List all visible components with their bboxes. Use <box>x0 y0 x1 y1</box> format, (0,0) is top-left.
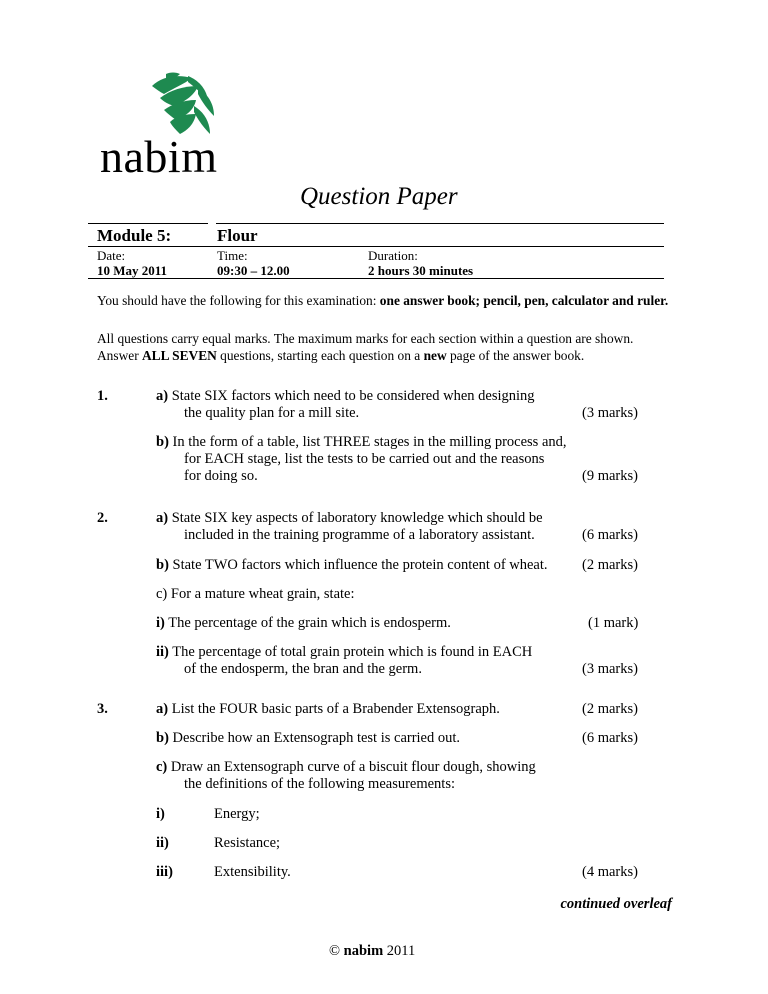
date-label: Date: <box>97 248 126 263</box>
question-part: b) State TWO factors which influence the protein content of wheat. <box>156 557 548 573</box>
nabim-logo <box>100 72 240 184</box>
subpart-label: i) <box>156 806 165 822</box>
subpart-text: Extensibility. <box>214 864 291 880</box>
date-value: 10 May 2011 <box>97 263 168 278</box>
question-part: a) List the FOUR basic parts of a Brabender Extensograph. <box>156 701 500 717</box>
marks-label: (2 marks) <box>582 701 638 717</box>
subpart-text: Energy; <box>214 806 260 822</box>
equipment-intro: You should have the following for this examination: <box>97 293 380 308</box>
instructions-equipment <box>97 292 669 309</box>
header-rule-top-right <box>216 223 664 224</box>
equipment-list: one answer book; pencil, pen, calculator and ruler. <box>379 293 669 308</box>
page-title: Question Paper <box>300 183 458 210</box>
instructions-marks-line: All questions carry equal marks. The maximum marks for each section within a question are shown. <box>97 331 634 346</box>
header-rule-middle <box>88 246 664 247</box>
question-part: b) In the form of a table, list THREE stages in the milling process and, for EACH stage, list the tests to be carried out and the reasons for doing so. <box>156 434 567 484</box>
time-value: 09:30 – 12.00 <box>217 263 290 278</box>
time-label: Time: <box>217 248 248 263</box>
instructions-marks <box>97 330 669 364</box>
copyright: © nabim 2011 <box>329 943 416 959</box>
question-number: 1. <box>97 388 108 404</box>
question-part: c) Draw an Extensograph curve of a biscuit flour dough, showing the definitions of the following measurements: <box>156 759 536 792</box>
question-subpart: ii) The percentage of total grain protein which is found in EACH of the endosperm, the bran and the germ. <box>156 644 533 677</box>
question-part: a) State SIX key aspects of laboratory knowledge which should be included in the training programme of a laboratory assistant. <box>156 510 543 543</box>
subpart-label: iii) <box>156 864 173 880</box>
subpart-label: ii) <box>156 835 169 851</box>
question-number: 2. <box>97 510 108 526</box>
duration-value: 2 hours 30 minutes <box>368 263 474 278</box>
header-rule-top-left <box>88 223 208 224</box>
question-part: c) For a mature wheat grain, state: <box>156 586 355 602</box>
subpart-text: Resistance; <box>214 835 281 851</box>
question-subpart: i) The percentage of the grain which is endosperm. <box>156 615 451 631</box>
marks-label: (4 marks) <box>582 864 638 880</box>
marks-label: (9 marks) <box>582 468 638 484</box>
question-part: a) State SIX factors which need to be considered when designing the quality plan for a mill site. <box>156 388 535 421</box>
marks-label: (2 marks) <box>582 557 638 573</box>
marks-label: (3 marks) <box>582 661 638 677</box>
module-label: Module 5: <box>97 226 172 245</box>
marks-label: (6 marks) <box>582 730 638 746</box>
marks-label: (1 mark) <box>588 615 639 631</box>
question-number: 3. <box>97 701 108 717</box>
module-value: Flour <box>217 226 258 245</box>
question-part: b) Describe how an Extensograph test is carried out. <box>156 730 461 746</box>
instructions-answer-line: Answer ALL SEVEN questions, starting each question on a new page of the answer book. <box>97 348 585 363</box>
continued-overleaf: continued overleaf <box>560 896 672 912</box>
marks-label: (3 marks) <box>582 405 638 421</box>
marks-label: (6 marks) <box>582 527 638 543</box>
duration-label: Duration: <box>368 248 418 263</box>
logo-wordmark: nabim <box>100 131 218 182</box>
